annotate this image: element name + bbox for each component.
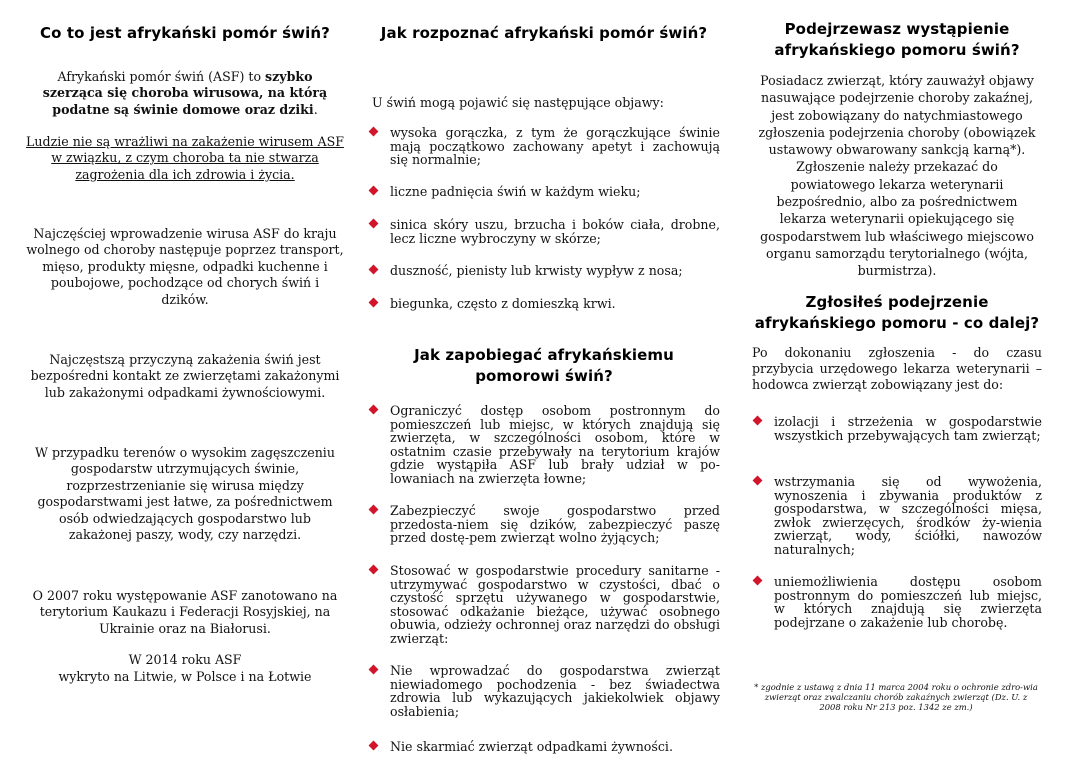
list-item: duszność, pienisty lub krwisty wypływ z nosa; [368, 264, 720, 278]
red-diamond-icon [369, 298, 379, 308]
year-2014-line: W 2014 roku ASF [128, 652, 242, 667]
red-diamond-icon [369, 505, 379, 515]
intro-text-1: Afrykański pomór świń (ASF) to [57, 69, 266, 84]
list-item: biegunka, często z domieszką krwi. [368, 297, 720, 311]
heading-suspect-outbreak: Podejrzewasz wystąpienie afrykańskiego pomoru świń? [774, 20, 1020, 59]
column-recognition-prevention [368, 0, 720, 768]
column-suspicion-reporting [752, 0, 1042, 768]
red-diamond-icon [369, 565, 379, 575]
red-diamond-icon [369, 665, 379, 675]
list-item: uniemożliwienia dostępu osobom postronnym do pomieszczeń lub miejsc, w których znajdują się zwierzęta podejrzane o zakażenie lub chorobę. [752, 575, 1042, 629]
after-reporting-paragraph: Po dokonaniu zgłoszenia - do czasu przybycia urzędowego lekarza weterynarii – hodowca zwierząt zobowiązany jest do: [752, 345, 1042, 392]
list-item: wysoka gorączka, z tym że gorączkujące świnie mają początkowo zachowany apetyt i zachowują się normalnie; [368, 126, 720, 167]
infection-cause-paragraph: Najczęstszą przyczyną zakażenia świń jest bezpośredni kontakt ze zwierzętami zakażonymi lub zakażonymi odpadkami żywnościowymi. [30, 352, 340, 400]
list-item: wstrzymania się od wywożenia, wynoszenia i zbywania produktów z gospodarstwa, w szczególności mięsa, zwłok zwierzęcych, środków ży-wienia zwierząt, wody, ściółki, nawozów naturalnych; [752, 475, 1042, 557]
list-item: Ograniczyć dostęp osobom postronnym do pomieszczeń lub miejsc, w których znajdują się zwierzęta, w szczególności osobom, które w ostatnim czasie przebywały na terytorium krajów gdzie wystąpiła ASF lub brały udział w po-lowaniach na zwierzęta łowne; [368, 404, 720, 486]
symptoms-lead: U świń mogą pojawić się następujące objawy: [372, 95, 664, 110]
heading-how-to-prevent: Jak zapobiegać afrykańskiemu pomorowi świń? [414, 346, 674, 385]
intro-paragraph [26, 69, 344, 118]
intro-text-bold: szybko szerząca się choroba wirusowa, na którą podatne są świnie domowe oraz dziki [42, 69, 328, 117]
red-diamond-icon [753, 576, 763, 586]
red-diamond-icon [369, 186, 379, 196]
red-diamond-icon [369, 741, 379, 751]
history-paragraph: O 2007 roku występowanie ASF zanotowano na terytorium Kaukazu i Federacji Rosyjskiej, na Ukrainie oraz na Białorusi. [32, 588, 338, 636]
heading-what-is-asf: Co to jest afrykański pomór świń? [40, 24, 330, 42]
list-item: Nie skarmiać zwierząt odpadkami żywności. [368, 740, 720, 754]
red-diamond-icon [753, 476, 763, 486]
column-what-is-asf [26, 0, 344, 768]
red-diamond-icon [753, 416, 763, 426]
spread-paragraph: W przypadku terenów o wysokim zagęszczeniu gospodarstw utrzymujących świnie, rozprzestrzenianie się wirusa między gospodarstwami jest łatwe, za pośrednictwem osób odwiedzających gospodarstwo lub zakażonej paszy, wody, czy narzędzi. [35, 445, 335, 543]
list-item: Zabezpieczyć swoje gospodarstwo przed przedosta-niem się dzików, zabezpieczyć paszę przed dostę-pem zwierząt wolno żyjących; [368, 504, 720, 545]
list-item: Nie wprowadzać do gospodarstwa zwierząt niewiadomego pochodzenia - bez świadectwa zdrowia lub wykazujących jakiekolwiek objawy osłabienia; [368, 664, 720, 718]
virus-introduction-paragraph: Najczęściej wprowadzenie wirusa ASF do kraju wolnego od choroby następuje poprzez transport, mięso, produkty mięsne, odpadki kuchenne i poubojowe, pochodzące od chorych świń i dzików. [26, 226, 344, 307]
intro-text-end: . [313, 101, 318, 117]
reporting-obligation-paragraph: Posiadacz zwierząt, który zauważył objawy nasuwające podejrzenie choroby zakaźnej, jest zobowiązany do natychmiastowego zgłoszenia podejrzenia choroby (obowiązek ustawowy obwarowany sankcją karną*). Zgłoszenie należy przekazać do powiatowego lekarza weterynarii bezpośrednio, albo za pośrednictwem lekarza weterynarii opiekującego się gospodarstwem lub właściwego miejscowo organu samorządu terytorialnego (wójta, burmistrza). [758, 73, 1036, 279]
list-item: liczne padnięcia świń w każdym wieku; [368, 185, 720, 199]
red-diamond-icon [369, 127, 379, 137]
list-item: Stosować w gospodarstwie procedury sanitarne - utrzymywać gospodarstwo w czystości, dbać o czystość sprzętu używanego w gospodarstwie, stosować odkażanie bieżące, używać osobnego obuwia, odzieży ochronnej oraz narzędzi do obsługi zwierząt: [368, 564, 720, 646]
list-item: izolacji i strzeżenia w gospodarstwie wszystkich przebywających tam zwierząt; [752, 415, 1042, 442]
red-diamond-icon [369, 405, 379, 415]
list-item: sinica skóry uszu, brzucha i boków ciała, drobne, lecz liczne wybroczyny w skórze; [368, 218, 720, 245]
red-diamond-icon [369, 219, 379, 229]
red-diamond-icon [369, 265, 379, 275]
countries-2014-line: wykryto na Litwie, w Polsce i na Łotwie [58, 669, 312, 684]
heading-what-next: Zgłosiłeś podejrzenie afrykańskiego pomoru - co dalej? [754, 293, 1040, 332]
heading-how-to-recognize: Jak rozpoznać afrykański pomór świń? [380, 24, 708, 42]
humans-not-susceptible-note: Ludzie nie są wrażliwi na zakażenie wirusem ASF w związku, z czym choroba ta nie stwarza zagrożenia dla ich zdrowia i życia. [26, 134, 344, 182]
legal-footnote: * zgodnie z ustawą z dnia 11 marca 2004 roku o ochronie zdro-wia zwierząt oraz zwalczaniu chorób zakaźnych zwierząt (Dz. U. z 2008 roku Nr 213 poz. 1342 ze zm.) [754, 682, 1038, 712]
